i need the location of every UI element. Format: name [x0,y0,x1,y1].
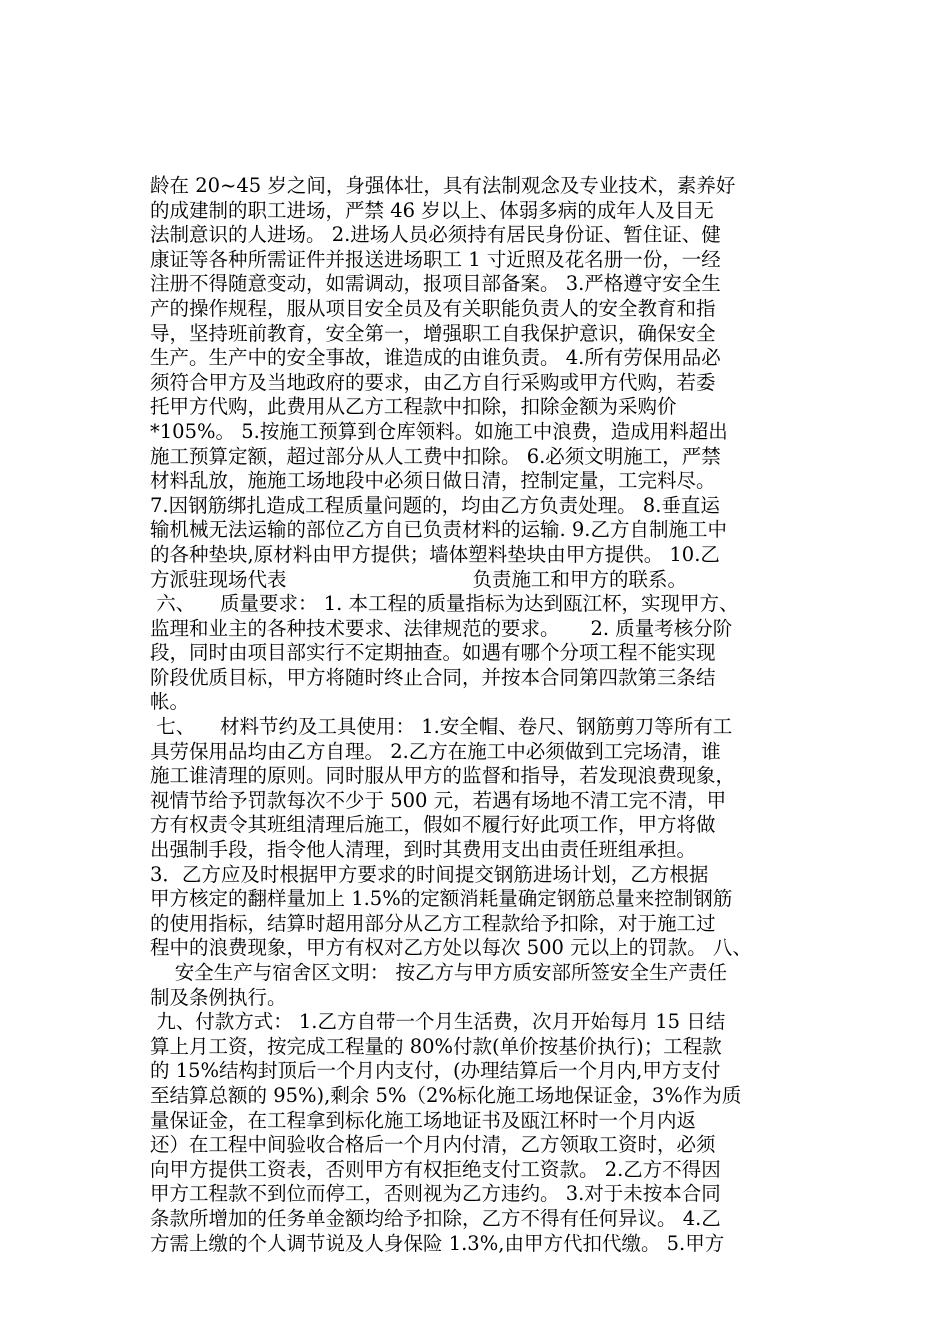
text-line: 程中的浪费现象，甲方有权对乙方处以每次 500 元以上的罚款。 八、 [150,936,752,960]
text-line: 的各种垫块,原材料由甲方提供；墙体塑料垫块由甲方提供。 10.乙 [150,542,720,566]
text-line: 段，同时由项目部实行不定期抽查。如遇有哪个分项工程不能实现 [150,641,716,665]
contract-body-text [150,174,810,1256]
text-line: 3．乙方应及时根据甲方要求的时间提交钢筋进场计划，乙方根据 [150,862,709,886]
text-line: 龄在 20~45 岁之间，身强体壮，具有法制观念及专业技术，素养好 [150,174,736,197]
text-line: 具劳保用品均由乙方自理。 2.乙方在施工中必须做到工完场清，谁 [150,739,721,763]
text-line: 量保证金，在工程拿到标化施工场地证书及瓯江杯时一个月内返 [150,1108,697,1132]
text-line: 甲方工程款不到位而停工，否则视为乙方违约。 3.对于未按本合同 [150,1182,721,1206]
text-line: 视情节给予罚款每次不少于 500 元，若遇有场地不清工完不清，甲 [150,788,727,812]
text-line: 输机械无法运输的部位乙方自已负责材料的运输. 9.乙方自制施工中 [150,518,728,542]
section-9-heading-line: 九、付款方式： 1.乙方自带一个月生活费，次月开始每月 15 日结 [150,1010,726,1034]
text-line: 康证等各种所需证件并报送进场职工 1 寸近照及花名册一份，一经 [150,247,721,271]
text-line: 方需上缴的个人调节说及人身保险 1.3%,由甲方代扣代缴。 5.甲方 [150,1231,725,1255]
text-line: 甲方核定的翻样量加上 1.5%的定额消耗量确定钢筋总量来控制钢筋 [150,887,733,911]
text-line: 向甲方提供工资表，否则甲方有权拒绝支付工资款。 2.乙方不得因 [150,1157,721,1181]
text-line: 施工预算定额，超过部分从人工费中扣除。 6.必须文明施工，严禁 [150,444,721,468]
text-line: 托甲方代购，此费用从乙方工程款中扣除，扣除金额为采购价 [150,395,677,419]
text-line: 至结算总额的 95%),剩余 5%（2%标化施工场地保证金，3%作为质 [150,1083,742,1107]
section-8-heading-line: 安全生产与宿舍区文明： 按乙方与甲方质安部所签安全生产责任 [150,961,727,984]
text-line: 制及条例执行。 [150,985,287,1009]
text-line: 方派驻现场代表 负责施工和甲方的联系。 [150,567,687,591]
text-line: 还）在工程中间验收合格后一个月内付清，乙方领取工资时，必须 [150,1133,716,1157]
text-line: 帐。 [150,690,190,714]
text-line: 出强制手段，指令他人清理，到时其费用支出由责任班组承担。 [150,838,697,862]
section-7-heading-line: 七、 材料节约及工具使用： 1.安全帽、卷尺、钢筋剪刀等所有工 [150,715,733,739]
text-line: 产的操作规程，服从项目安全员及有关职能负责人的安全教育和指 [150,296,716,320]
section-6-heading-line: 六、 质量要求： 1. 本工程的质量指标为达到瓯江杯，实现甲方、 [150,592,739,616]
text-line: 阶段优质目标，甲方将随时终止合同，并按本合同第四款第三条结 [150,665,716,689]
text-line: 施工谁清理的原则。同时服从甲方的监督和指导，若发现浪费现象， [150,764,736,788]
text-line: *105%。 5.按施工预算到仓库领料。如施工中浪费，造成用料超出 [150,419,728,443]
text-line: 生产。生产中的安全事故，谁造成的由谁负责。 4.所有劳保用品必 [150,346,721,370]
text-line: 7.因钢筋绑扎造成工程质量问题的，均由乙方负责处理。 8.垂直运 [150,493,720,517]
text-line: 的使用指标，结算时超用部分从乙方工程款给予扣除，对于施工过 [150,911,716,935]
text-line: 须符合甲方及当地政府的要求，由乙方自行采购或甲方代购，若委 [150,370,716,394]
text-line: 法制意识的人进场。 2.进场人员必须持有居民身份证、暂住证、健 [150,223,721,247]
text-line: 方有权责令其班组清理后施工，假如不履行好此项工作，甲方将做 [150,813,716,837]
text-line: 的 15%结构封顶后一个月内支付，(办理结算后一个月内,甲方支付 [150,1059,721,1083]
text-line: 算上月工资，按完成工程量的 80%付款(单价按基价执行)；工程款 [150,1034,722,1058]
text-line: 条款所增加的任务单金额均给予扣除，乙方不得有任何异议。 4.乙 [150,1206,721,1230]
text-line: 的成建制的职工进场，严禁 46 岁以上、体弱多病的成年人及目无 [150,198,714,222]
text-line: 材料乱放，施施工场地段中必须日做日清，控制定量，工完料尽。 [150,469,716,493]
text-line: 监理和业主的各种技术要求、法律规范的要求。 2. 质量考核分阶 [150,616,733,640]
text-line: 注册不得随意变动，如需调动，报项目部备案。 3.严格遵守安全生 [150,272,721,296]
text-line: 导，坚持班前教育，安全第一，增强职工自我保护意识，确保安全 [150,321,716,345]
